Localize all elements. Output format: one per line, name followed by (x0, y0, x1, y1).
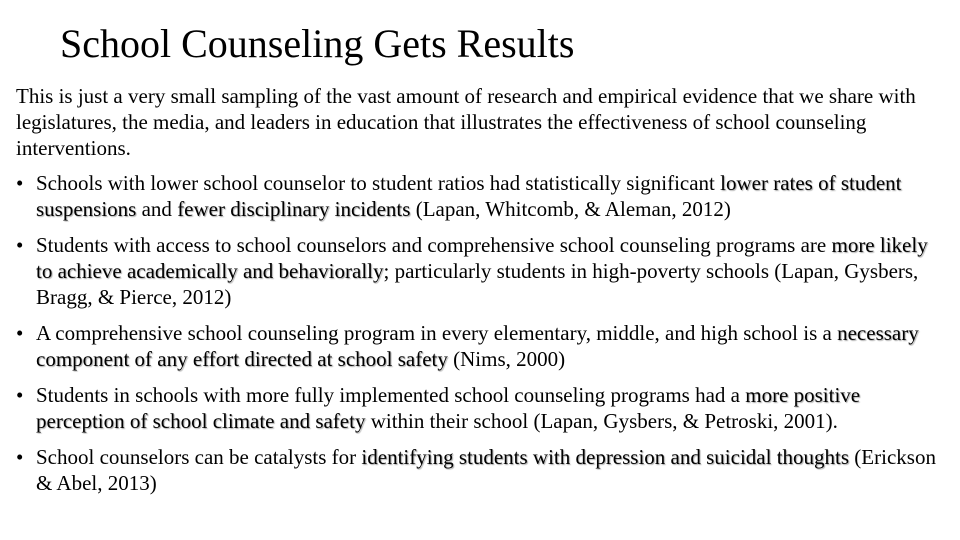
finding-text: Students with access to school counselors and comprehensive school counseling programs are (36, 233, 832, 257)
finding-citation: (Nims, 2000) (447, 347, 566, 371)
finding-citation: (Lapan, Whitcomb, & Aleman, 2012) (410, 197, 731, 221)
bullet-icon: • (16, 383, 24, 407)
finding-highlight: necessary component of any effort directed at school safety (36, 321, 919, 371)
finding-text: School counselors can be catalysts for (36, 445, 362, 469)
finding-text: and (136, 197, 178, 221)
bullet-icon: • (16, 321, 24, 345)
intro-paragraph: This is just a very small sampling of the vast amount of research and empirical evidence that we share with legislatures, the media, and leaders in education that illustrates the effectiveness of school counseling interventions. (16, 84, 916, 160)
finding-item (16, 382, 946, 434)
finding-text: A comprehensive school counseling program in every elementary, middle, and high school is a (36, 321, 838, 345)
finding-highlight: more likely to achieve academically and behaviorally (36, 233, 928, 283)
finding-item (16, 170, 946, 222)
finding-item (16, 232, 946, 310)
slide-title: School Counseling Gets Results (60, 21, 575, 66)
finding-item (16, 320, 946, 372)
findings-list (16, 170, 946, 496)
finding-highlight: lower rates of student suspensions (36, 171, 902, 221)
bullet-icon: • (16, 171, 24, 195)
finding-citation: ; particularly students in high-poverty schools (Lapan, Gysbers, Bragg, & Pierce, 2012) (36, 259, 919, 309)
finding-highlight: fewer disciplinary incidents (177, 197, 411, 221)
finding-highlight: identifying students with depression and suicidal thoughts (361, 445, 850, 469)
finding-citation: (Erickson & Abel, 2013) (36, 445, 936, 495)
finding-citation: within their school (Lapan, Gysbers, & Petroski, 2001). (365, 409, 838, 433)
bullet-icon: • (16, 233, 24, 257)
finding-text: Students in schools with more fully implemented school counseling programs had a (36, 383, 746, 407)
finding-item (16, 444, 946, 496)
finding-text: Schools with lower school counselor to student ratios had statistically significant (36, 171, 721, 195)
finding-highlight: more positive perception of school climate and safety (36, 383, 861, 433)
bullet-icon: • (16, 445, 24, 469)
